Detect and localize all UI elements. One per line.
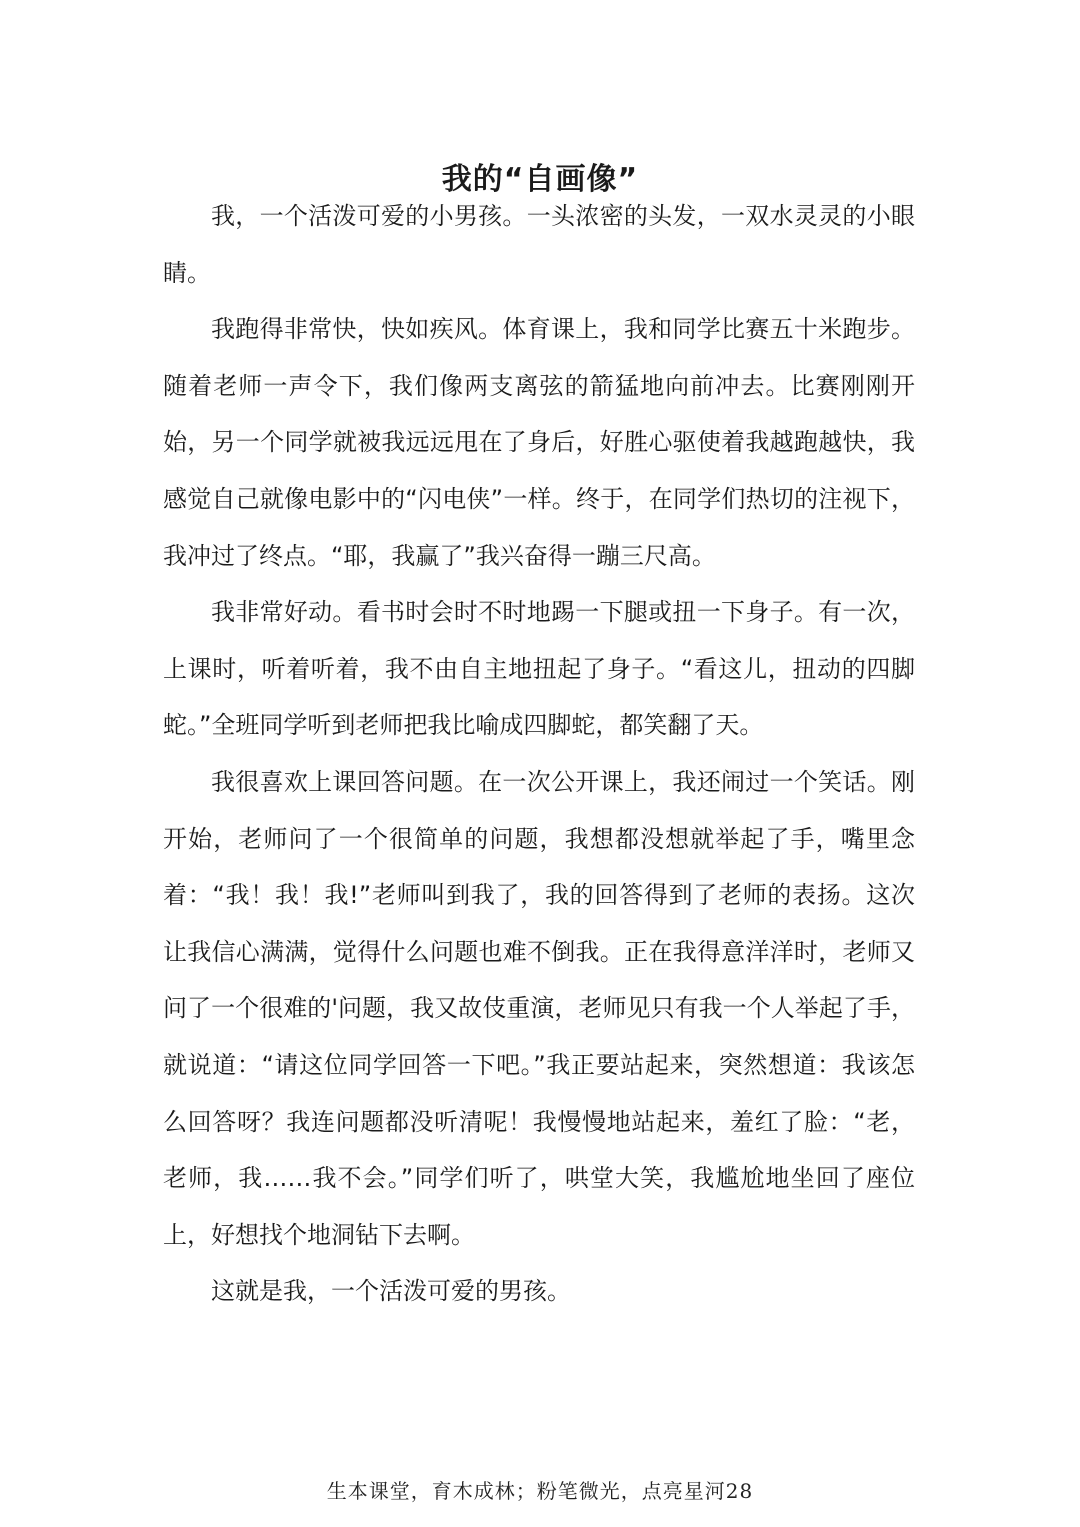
paragraph-3: 我非常好动。看书时会时不时地踢一下腿或扭一下身子。有一次，上课时，听着听着，我不由自主地扭起了身子。“看这儿，扭动的四脚蛇。”全班同学听到老师把我比喻成四脚蛇，都笑翻了天。 — [163, 598, 915, 740]
essay-body — [163, 188, 915, 1320]
paragraph-2: 我跑得非常快，快如疾风。体育课上，我和同学比赛五十米跑步。随着老师一声令下，我们像两支离弦的箭猛地向前冲去。比赛刚刚开始，另一个同学就被我远远甩在了身后，好胜心驱使着我越跑越快，我感觉自己就像电影中的“闪电侠”一样。终于，在同学们热切的注视下，我冲过了终点。“耶，我赢了”我兴奋得一蹦三尺高。 — [163, 315, 915, 570]
paragraph-4: 我很喜欢上课回答问题。在一次公开课上，我还闹过一个笑话。刚开始，老师问了一个很简单的问题，我想都没想就举起了手，嘴里念着：“我！我！我!”老师叫到我了，我的回答得到了老师的表扬。这次让我信心满满，觉得什么问题也难不倒我。正在我得意洋洋时，老师又问了一个很难的'问题，我又故伎重演，老师见只有我一个人举起了手，就说道：“请这位同学回答一下吧。”我正要站起来，突然想道：我该怎么回答呀？我连问题都没听清呢！我慢慢地站起来，羞红了脸：“老，老师，我……我不会。”同学们听了，哄堂大笑，我尴尬地坐回了座位上，好想找个地洞钻下去啊。 — [163, 767, 915, 1249]
page-footer: 生本课堂，育木成林；粉笔微光，点亮星河28 — [326, 1479, 754, 1503]
paragraph-1: 我，一个活泼可爱的小男孩。一头浓密的头发，一双水灵灵的小眼睛。 — [163, 202, 915, 287]
page-title: 我的“自画像” — [441, 162, 639, 198]
paragraph-5: 这就是我，一个活泼可爱的男孩。 — [211, 1277, 571, 1306]
